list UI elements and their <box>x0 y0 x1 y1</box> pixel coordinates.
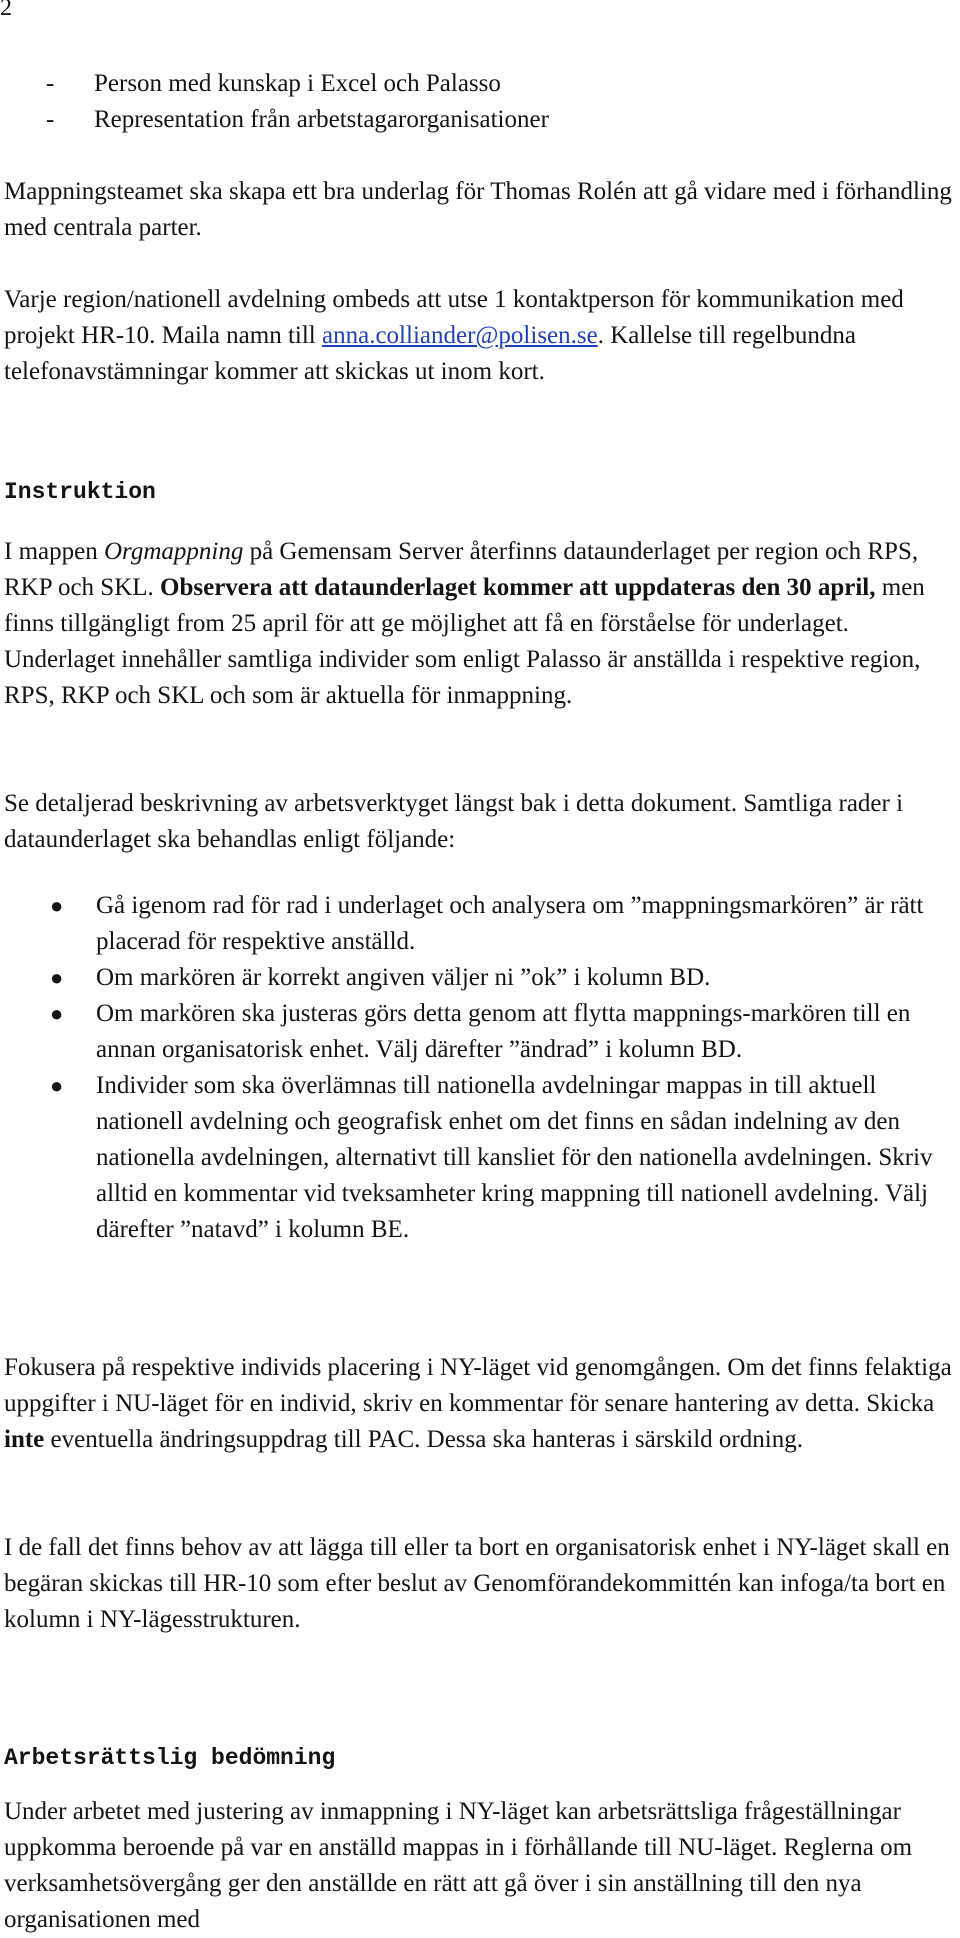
heading-instruktion: Instruktion <box>4 479 156 505</box>
list-item <box>46 888 960 960</box>
bullet-icon: ● <box>50 965 64 990</box>
text-run: men finns tillgängligt from 25 april för att ge möjlighet att få en förståelse för underlaget. Underlaget innehåller samtliga individer som enligt Palasso är anställda i respektive region, RPS, RKP och SKL och som är aktuella för inmappning. <box>4 574 925 709</box>
text-run: eventuella ändringsuppdrag till PAC. Dessa ska hanteras i särskild ordning. <box>44 1426 803 1453</box>
list-item <box>46 960 960 996</box>
paragraph-contact-person <box>4 282 959 390</box>
contact-text-before: Varje region/nationell avdelning ombeds att utse 1 kontaktperson för kommunikation med projekt HR-10. Maila namn till <box>4 286 904 349</box>
list-item-text: Representation från arbetstagarorganisationer <box>94 106 549 133</box>
dash-marker: - <box>46 106 55 133</box>
paragraph-org-unit-request: I de fall det finns behov av att lägga till eller ta bort en organisatorisk enhet i NY-läget skall en begäran skickas till HR-10 som efter beslut av Genomförandekommittén kan infoga/ta bort en kolumn i NY-lägesstrukturen. <box>4 1534 950 1633</box>
text-run: på Gemensam Server återfinns dataunderlaget per region och RPS, RKP och SKL. <box>4 538 919 601</box>
list-item <box>46 66 501 102</box>
page-number: 2 <box>0 0 12 21</box>
bullet-icon: ● <box>50 893 64 918</box>
list-item-text: Individer som ska överlämnas till nationella avdelningar mappas in till aktuell nationell avdelning och geografisk enhet om det finns en sådan indelning av den nationella avdelningen, alternativt till kansliet för den nationella avdelningen. Skriv alltid en kommentar vid tveksamheter kring mappning till nationell avdelning. Välj därefter ”natavd” i kolumn BE. <box>96 1072 933 1243</box>
paragraph-tool-description: Se detaljerad beskrivning av arbetsverktyget längst bak i detta dokument. Samtliga rader i dataunderlaget ska behandlas enligt följande: <box>4 790 904 853</box>
list-item-text: Gå igenom rad för rad i underlaget och analysera om ”mappningsmarkören” är rätt placerad för respektive anställd. <box>96 892 924 955</box>
list-item-text: Om markören ska justeras görs detta genom att flytta mappnings-markören till en annan organisatorisk enhet. Välj därefter ”ändrad” i kolumn BD. <box>96 1000 911 1063</box>
heading-arbetsrattslig-bedomning: Arbetsrättslig bedömning <box>4 1745 336 1771</box>
update-notice: Observera att dataunderlaget kommer att uppdateras den 30 april, <box>160 574 876 601</box>
paragraph-focus <box>4 1350 959 1458</box>
paragraph-data-location <box>4 534 959 714</box>
dash-marker: - <box>46 70 55 97</box>
email-link[interactable]: anna.colliander@polisen.se <box>322 322 598 349</box>
bullet-icon: ● <box>50 1001 64 1026</box>
instruction-bullet-list <box>46 888 960 1248</box>
text-run: Fokusera på respektive individs placering i NY-läget vid genomgången. Om det finns felaktiga uppgifter i NU-läget för en individ, skriv en kommentar för senare hantering av detta. Skicka <box>4 1354 952 1417</box>
paragraph-labour-law: Under arbetet med justering av inmappning i NY-läget kan arbetsrättsliga frågeställningar uppkomma beroende på var en anställd mappas in i förhållande till NU-läget. Reglerna om verksamhetsövergång ger den anställde en rätt att gå över i sin anställning till den nya organisationen med <box>4 1798 913 1933</box>
emphasis: inte <box>4 1426 45 1453</box>
contact-text-after: . Kallelse till regelbundna telefonavstämningar kommer att skickas ut inom kort. <box>4 322 856 385</box>
text-run: I mappen <box>4 538 104 565</box>
paragraph-mapping-team: Mappningsteamet ska skapa ett bra underlag för Thomas Rolén att gå vidare med i förhandling med centrala parter. <box>4 178 952 241</box>
list-item-text: Person med kunskap i Excel och Palasso <box>94 70 501 97</box>
list-item <box>46 1068 960 1248</box>
list-item-text: Om markören är korrekt angiven väljer ni ”ok” i kolumn BD. <box>96 964 711 991</box>
list-item <box>46 102 549 138</box>
list-item <box>46 996 960 1068</box>
folder-name: Orgmappning <box>103 538 244 565</box>
bullet-icon: ● <box>50 1073 64 1098</box>
